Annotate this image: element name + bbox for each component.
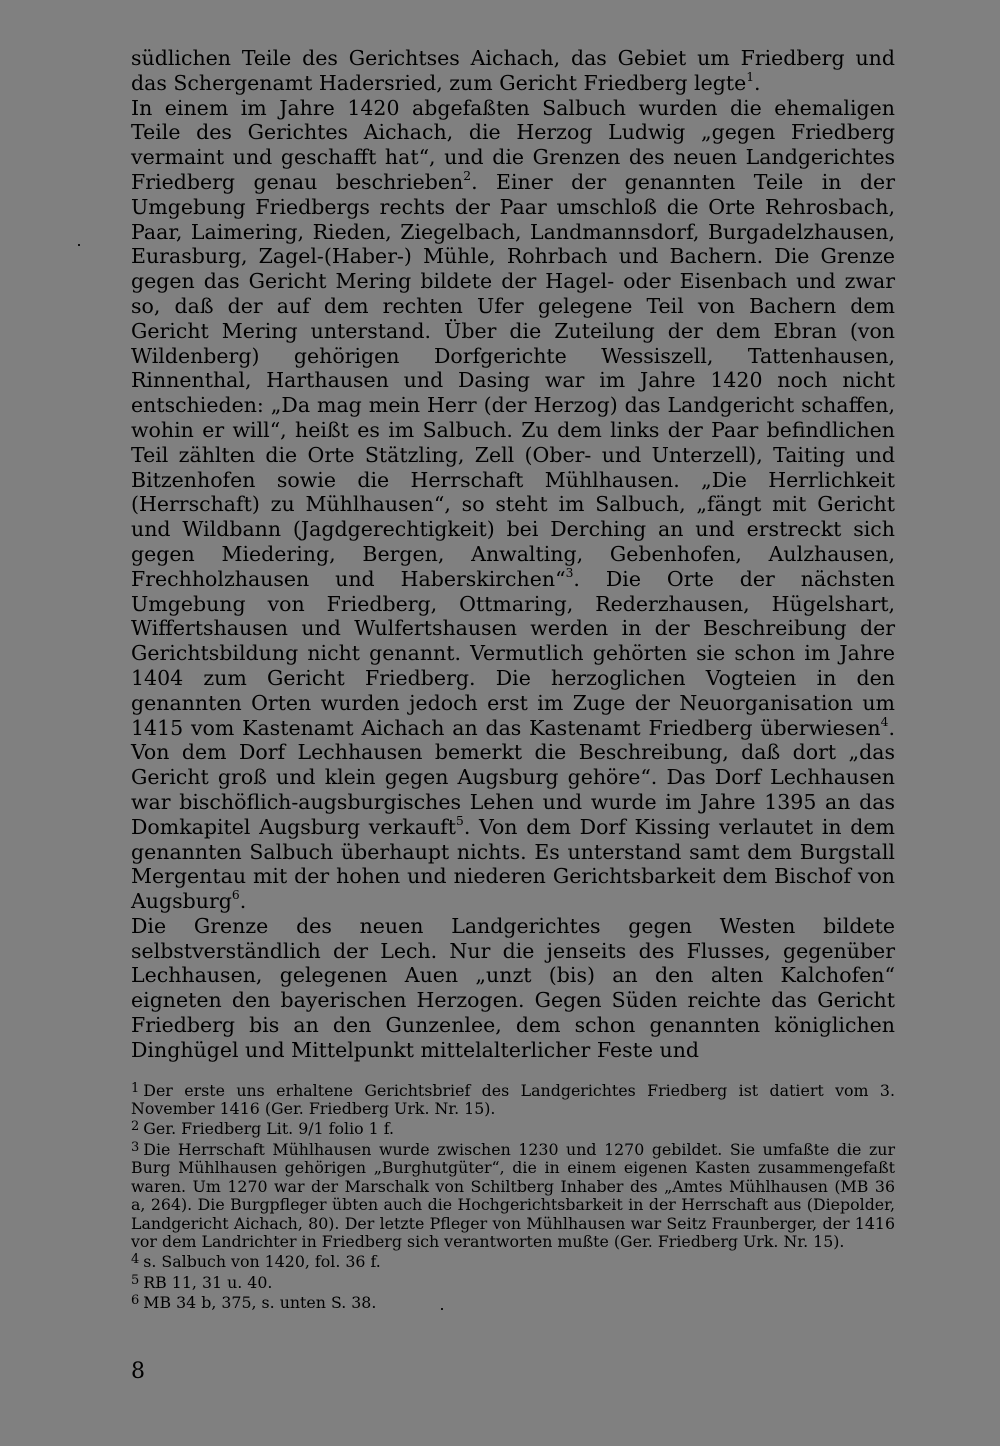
paragraph-text: . bbox=[754, 70, 761, 95]
footnotes bbox=[131, 1080, 895, 1313]
footnote-reference: 3 bbox=[565, 565, 574, 580]
paragraph-text: Die Grenze des neuen Landgerichtes gegen Westen bildete selbstverständlich der Lech. Nur die jenseits des Flusses, gegenüber Lechhausen, gelegenen Auen „unzt (bis) an den alten Kalchofen“ eigneten den bayerischen Herzogen. Gegen Süden reichte das Gericht Friedberg bis an den Gunzenlee, dem schon genannten königlichen Dinghügel und Mittelpunkt mittelalterlicher Feste und bbox=[131, 913, 895, 1062]
paragraph-text: In einem im Jahre 1420 abgefaßten Salbuch wurden die ehemaligen Teile des Gerichtes Aichach, die Herzog Ludwig „gegen Friedberg vermaint und geschafft hat“, und die Grenzen des neuen Landgerichtes Friedberg genau beschrieben bbox=[131, 95, 895, 194]
footnote-reference: 5 bbox=[455, 813, 464, 828]
body-paragraph bbox=[131, 46, 895, 96]
paragraph-text: . Die Orte der nächsten Umgebung von Friedberg, Ottmaring, Rederzhausen, Hügelshart, Wiffertshausen und Wulfertshausen werden in der Beschreibung der Gerichtsbildung nicht genannt. Vermutlich gehörten sie schon im Jahre 1404 zum Gericht Friedberg. Die herzoglichen Vogteien in den genannten Orten wurden jedoch erst im Zuge der Neuorganisation um 1415 vom Kastenamt Aichach an das Kastenamt Friedberg überwiesen bbox=[131, 566, 895, 740]
body-paragraph bbox=[131, 914, 895, 1063]
footnote-text: MB 34 b, 375, s. unten S. 38. bbox=[143, 1293, 377, 1313]
footnote-text: Ger. Friedberg Lit. 9/1 folio 1 f. bbox=[143, 1119, 395, 1139]
footnote-text: RB 11, 31 u. 40. bbox=[143, 1272, 273, 1292]
footnote-text: s. Salbuch von 1420, fol. 36 f. bbox=[143, 1252, 381, 1272]
footnote bbox=[131, 1139, 895, 1251]
footnote-reference: 2 bbox=[463, 169, 472, 184]
footnote-number: 3 bbox=[131, 1139, 140, 1155]
footnote-reference: 4 bbox=[880, 714, 889, 729]
footnote-reference: 1 bbox=[746, 69, 755, 84]
footnote-number: 6 bbox=[131, 1293, 140, 1309]
footnote-reference: 6 bbox=[231, 888, 240, 903]
footnote-number: 5 bbox=[131, 1272, 140, 1288]
paragraph-text: . Von dem Dorf Lechhausen bemerkt die Beschreibung, daß dort „das Gericht groß und klein gegen Augsburg gehöre“. Das Dorf Lechhausen war bischöflich-augsburgisches Lehen und wurde im Jahre 1395 an das Domkapitel Augsburg verkauft bbox=[131, 715, 895, 839]
footnote-text: Der erste uns erhaltene Gerichtsbrief des Landgerichtes Friedberg ist datiert vom 3. November 1416 (Ger. Friedberg Urk. Nr. 15). bbox=[131, 1080, 895, 1119]
footnote bbox=[131, 1292, 895, 1312]
footnote bbox=[131, 1251, 895, 1271]
body-paragraph bbox=[131, 96, 895, 914]
footnote-number: 2 bbox=[131, 1119, 140, 1135]
footnote-number: 1 bbox=[131, 1080, 140, 1096]
footnote bbox=[131, 1118, 895, 1138]
scan-speck bbox=[78, 244, 80, 246]
body-text bbox=[131, 46, 895, 1063]
footnote bbox=[131, 1272, 895, 1292]
scan-speck bbox=[441, 1308, 443, 1310]
footnote-number: 4 bbox=[131, 1252, 140, 1268]
footnote-text: Die Herrschaft Mühlhausen wurde zwischen 1230 und 1270 gebildet. Sie umfaßte die zur Burg Mühlhausen gehörigen „Burghutgüter“, die in einem eigenen Kasten zusammengefaßt waren. Um 1270 war der Marschalk von Schiltberg Inhaber des „Amtes Mühlhausen (MB 36 a, 264). Die Burgpfleger übten auch die Hochgerichtsbarkeit in der Herrschaft aus (Diepolder, Landgericht Aichach, 80). Der letzte Pfleger von Mühlhausen war Seitz Fraunberger, der 1416 vor dem Landrichter in Friedberg sich verantworten mußte (Ger. Friedberg Urk. Nr. 15). bbox=[131, 1139, 895, 1251]
paragraph-text: . bbox=[239, 889, 247, 914]
footnote bbox=[131, 1080, 895, 1119]
paragraph-text: südlichen Teile des Gerichtses Aichach, das Gebiet um Friedberg und das Schergenamt Hadersried, zum Gericht Friedberg legte bbox=[131, 46, 895, 95]
paragraph-text: . Einer der genannten Teile in der Umgebung Friedbergs rechts der Paar umschloß die Orte Rehrosbach, Paar, Laimering, Rieden, Ziegelbach, Landmannsdorf, Burgadelzhausen, Eurasburg, Zagel-(Haber-) Mühle, Rohrbach und Bachern. Die Grenze gegen das Gericht Mering bildete der Hagel- oder Eisenbach und zwar so, daß der auf dem rechten Ufer gelegene Teil von Bachern dem Gericht Mering unterstand. Über die Zuteilung der dem Ebran (von Wildenberg) gehörigen Dorfgerichte Wessiszell, Tattenhausen, Rinnenthal, Harthausen und Dasing war im Jahre 1420 noch nicht entschieden: „Da mag mein Herr (der Herzog) das Landgericht schaffen, wohin er will“, heißt es im Salbuch. Zu dem links der Paar befindlichen Teil zählten die Orte Stätzling, Zell (Ober- und Unterzell), Taiting und Bitzenhofen sowie die Herrschaft Mühlhausen. „Die Herrlichkeit (Herrschaft) zu Mühlhausen“, so steht im Salbuch, „fängt mit Gericht und Wildbann (Jagdgerechtigkeit) bei Derching an und erstreckt sich gegen Miedering, Bergen, Anwalting, Gebenhofen, Aulzhausen, Frechholzhausen und Haberskirchen“ bbox=[131, 169, 895, 591]
page-content bbox=[131, 46, 895, 1313]
paragraph-text: . Von dem Dorf Kissing verlautet in dem genannten Salbuch überhaupt nichts. Es unterstand samt dem Burgstall Mergentau mit der hohen und niederen Gerichtsbarkeit dem Bischof von Augsburg bbox=[131, 814, 895, 914]
page-number: 8 bbox=[131, 1359, 145, 1384]
